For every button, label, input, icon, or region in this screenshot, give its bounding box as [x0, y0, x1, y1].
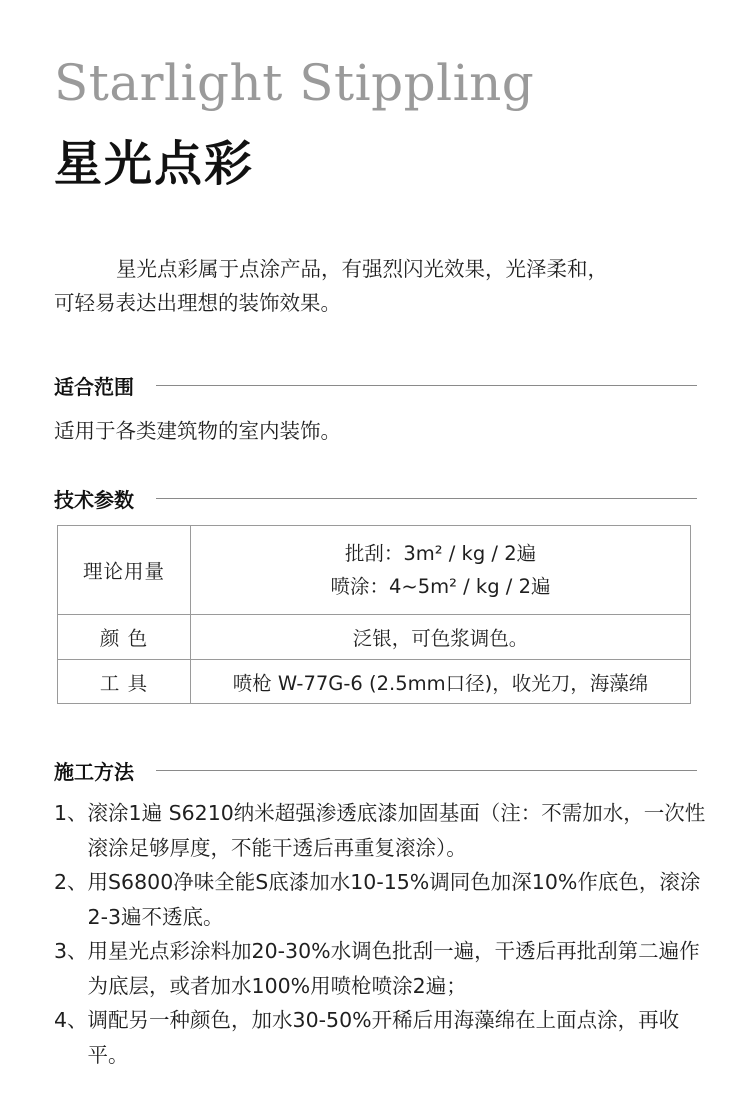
- scope-text: 适用于各类建筑物的室内装饰。: [54, 419, 341, 443]
- step-text: 用星光点彩涂料加20-30%水调色批刮一遍，干透后再批刮第二遍作为底层，或者加水100%用喷枪喷涂2遍；: [87, 939, 700, 998]
- list-item: [54, 865, 714, 934]
- spec-value-line: 喷涂：4~5m² / kg / 2遍: [330, 575, 551, 598]
- spec-value-coverage: [191, 526, 691, 615]
- method-section-header: [54, 757, 697, 783]
- chinese-title: 星光点彩: [54, 136, 255, 192]
- method-heading: 施工方法: [54, 759, 134, 784]
- spec-row-tools: [58, 660, 691, 704]
- english-title: Starlight Stippling: [54, 54, 535, 112]
- spec-row-coverage: [58, 526, 691, 615]
- step-text: 用S6800净味全能S底漆加水10-15%调同色加深10%作底色，滚涂2-3遍不透底。: [87, 870, 701, 929]
- intro-line-2: 可轻易表达出理想的装饰效果。: [54, 291, 341, 315]
- intro-line-1: 星光点彩属于点涂产品，有强烈闪光效果，光泽柔和，: [116, 257, 608, 281]
- list-item: [54, 796, 714, 865]
- step-text: 滚涂1遍 S6210纳米超强渗透底漆加固基面（注：不需加水，一次性滚涂足够厚度，不能干透后再重复滚涂）。: [87, 801, 706, 860]
- spec-row-color: [58, 615, 691, 660]
- spec-label-color: 颜 色: [58, 615, 191, 660]
- spec-value-color: 泛银，可色浆调色。: [191, 615, 691, 660]
- step-number: 2、: [54, 870, 88, 894]
- spec-label-coverage: 理论用量: [58, 526, 191, 615]
- step-number: 4、: [54, 1008, 88, 1032]
- specs-divider: [156, 498, 697, 499]
- specs-section-header: [54, 485, 697, 511]
- scope-section-header: [54, 372, 697, 398]
- step-text: 调配另一种颜色，加水30-50%开稀后用海藻绵在上面点涂，再收平。: [87, 1008, 680, 1067]
- step-number: 3、: [54, 939, 88, 963]
- spec-value-line: 批刮：3m² / kg / 2遍: [344, 542, 537, 565]
- spec-value-tools: 喷枪 W-77G-6 (2.5mm口径)，收光刀，海藻绵: [191, 660, 691, 704]
- scope-heading: 适合范围: [54, 374, 134, 399]
- spec-table: [57, 525, 691, 704]
- step-number: 1、: [54, 801, 88, 825]
- method-divider: [156, 770, 697, 771]
- method-steps: [54, 796, 714, 1072]
- list-item: [54, 1003, 714, 1072]
- specs-heading: 技术参数: [54, 487, 134, 512]
- scope-divider: [156, 385, 697, 386]
- list-item: [54, 934, 714, 1003]
- intro-paragraph: [54, 252, 704, 320]
- spec-label-tools: 工 具: [58, 660, 191, 704]
